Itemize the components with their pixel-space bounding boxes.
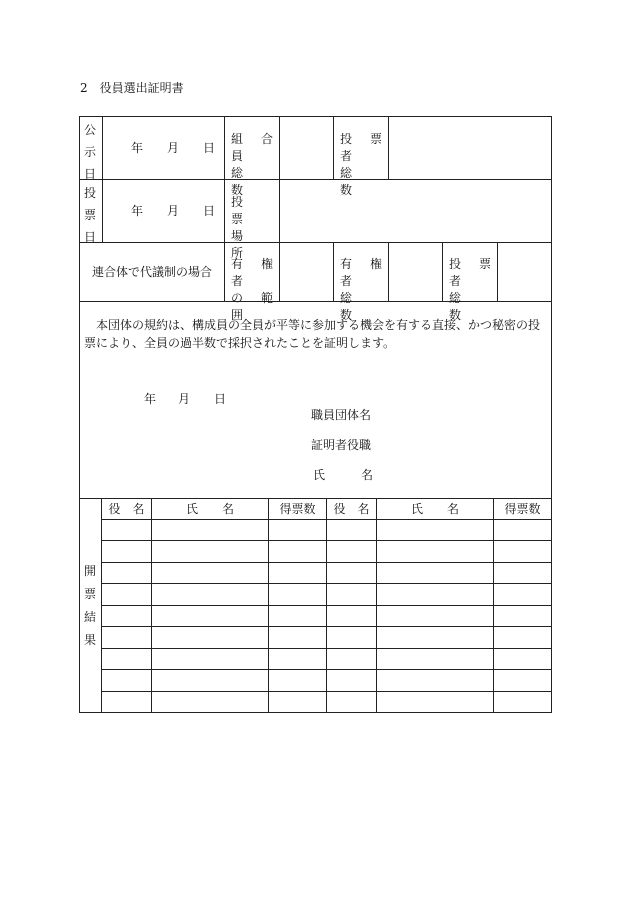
result-cell-name-1[interactable] [152, 649, 268, 669]
certificate-date-day: 日 [214, 392, 227, 406]
result-cell-votes-2[interactable] [494, 670, 551, 691]
result-cell-votes-2[interactable] [494, 520, 551, 540]
header-votes-2: 得票数 [504, 502, 541, 516]
result-cell-role-2[interactable] [327, 670, 376, 691]
result-cell-votes-2[interactable] [494, 606, 551, 626]
certificate-date-year: 年 [144, 392, 157, 406]
voting-date-day: 日 [203, 204, 216, 218]
eligible-scope-field[interactable] [280, 243, 333, 301]
result-cell-votes-1[interactable] [269, 584, 326, 605]
result-cell-name-2[interactable] [377, 606, 493, 626]
voting-place-field[interactable] [280, 180, 551, 242]
voting-place-label: 投 票 場 所 [231, 195, 268, 260]
result-cell-role-1[interactable] [102, 606, 151, 626]
voting-date-month: 月 [167, 204, 180, 218]
result-cell-name-1[interactable] [152, 670, 268, 691]
result-cell-votes-1[interactable] [269, 606, 326, 626]
eligible-voters-total-label: 有 権 者 総 数 [340, 257, 382, 322]
voters-total-label: 投 票 者 総 数 [340, 132, 382, 197]
result-cell-role-2[interactable] [327, 584, 376, 605]
announcement-date-month: 月 [167, 141, 180, 155]
header-votes-1: 得票数 [279, 502, 316, 516]
result-cell-role-1[interactable] [102, 627, 151, 648]
result-cell-votes-1[interactable] [269, 541, 326, 562]
result-cell-votes-1[interactable] [269, 520, 326, 540]
result-cell-role-2[interactable] [327, 627, 376, 648]
result-cell-role-1[interactable] [102, 541, 151, 562]
result-cell-role-2[interactable] [327, 563, 376, 583]
page-title: 2 役員選出証明書 [80, 81, 184, 95]
certifier-role-label: 証明者役職 [311, 438, 372, 452]
result-cell-name-2[interactable] [377, 670, 493, 691]
result-cell-votes-2[interactable] [494, 649, 551, 669]
announcement-date-day: 日 [203, 141, 216, 155]
result-cell-name-1[interactable] [152, 606, 268, 626]
certifier-name-label: 氏 名 [313, 468, 374, 482]
result-cell-votes-2[interactable] [494, 627, 551, 648]
result-cell-votes-2[interactable] [494, 563, 551, 583]
header-role-1: 役 名 [108, 502, 145, 516]
result-cell-name-1[interactable] [152, 627, 268, 648]
result-cell-name-2[interactable] [377, 563, 493, 583]
ballots-total-field[interactable] [498, 243, 551, 301]
union-members-total-label: 組 合 員 総 数 [231, 132, 273, 197]
result-cell-votes-1[interactable] [269, 563, 326, 583]
eligible-scope-label: 有 権 者 の 範 囲 [231, 257, 273, 322]
result-cell-votes-1[interactable] [269, 649, 326, 669]
result-cell-name-1[interactable] [152, 584, 268, 605]
voting-date-year: 年 [131, 204, 144, 218]
result-cell-role-2[interactable] [327, 606, 376, 626]
result-cell-name-1[interactable] [152, 520, 268, 540]
result-cell-name-2[interactable] [377, 584, 493, 605]
header-name-1: 氏 名 [185, 502, 234, 516]
result-cell-votes-2[interactable] [494, 584, 551, 605]
certificate-date-month: 月 [178, 392, 191, 406]
result-cell-name-2[interactable] [377, 627, 493, 648]
result-cell-role-2[interactable] [327, 649, 376, 669]
result-cell-votes-2[interactable] [494, 541, 551, 562]
result-cell-votes-1[interactable] [269, 627, 326, 648]
result-cell-role-2[interactable] [327, 520, 376, 540]
result-cell-name-1[interactable] [152, 541, 268, 562]
result-cell-role-1[interactable] [102, 670, 151, 691]
result-cell-role-2[interactable] [327, 541, 376, 562]
result-cell-role-1[interactable] [102, 649, 151, 669]
federation-label: 連合体で代議制の場合 [91, 265, 212, 279]
voting-date-label: 投 票 日 [83, 186, 96, 244]
certificate-text: 本団体の規約は、構成員の全員が平等に参加する機会を有する直接、かつ秘密の投票により、全員の過半数で採択されたことを証明します。 [84, 318, 541, 350]
result-cell-name-2[interactable] [377, 649, 493, 669]
announcement-date-year: 年 [131, 141, 144, 155]
result-cell-role-1[interactable] [102, 584, 151, 605]
result-cell-role-1[interactable] [102, 520, 151, 540]
result-cell-name-1[interactable] [152, 563, 268, 583]
result-cell-name-2[interactable] [377, 541, 493, 562]
voters-total-field[interactable] [389, 117, 551, 179]
header-name-2: 氏 名 [410, 502, 459, 516]
results-label: 開 票 結 果 [83, 564, 96, 647]
ballots-total-label: 投 票 者 総 数 [449, 257, 491, 322]
result-cell-name-2[interactable] [377, 520, 493, 540]
announcement-date-label: 公 示 日 [83, 123, 96, 181]
result-cell-role-1[interactable] [102, 563, 151, 583]
eligible-voters-total-field[interactable] [389, 243, 442, 301]
header-role-2: 役 名 [333, 502, 370, 516]
result-cell-votes-1[interactable] [269, 670, 326, 691]
organization-name-label: 職員団体名 [311, 408, 372, 422]
union-members-total-field[interactable] [280, 117, 333, 179]
